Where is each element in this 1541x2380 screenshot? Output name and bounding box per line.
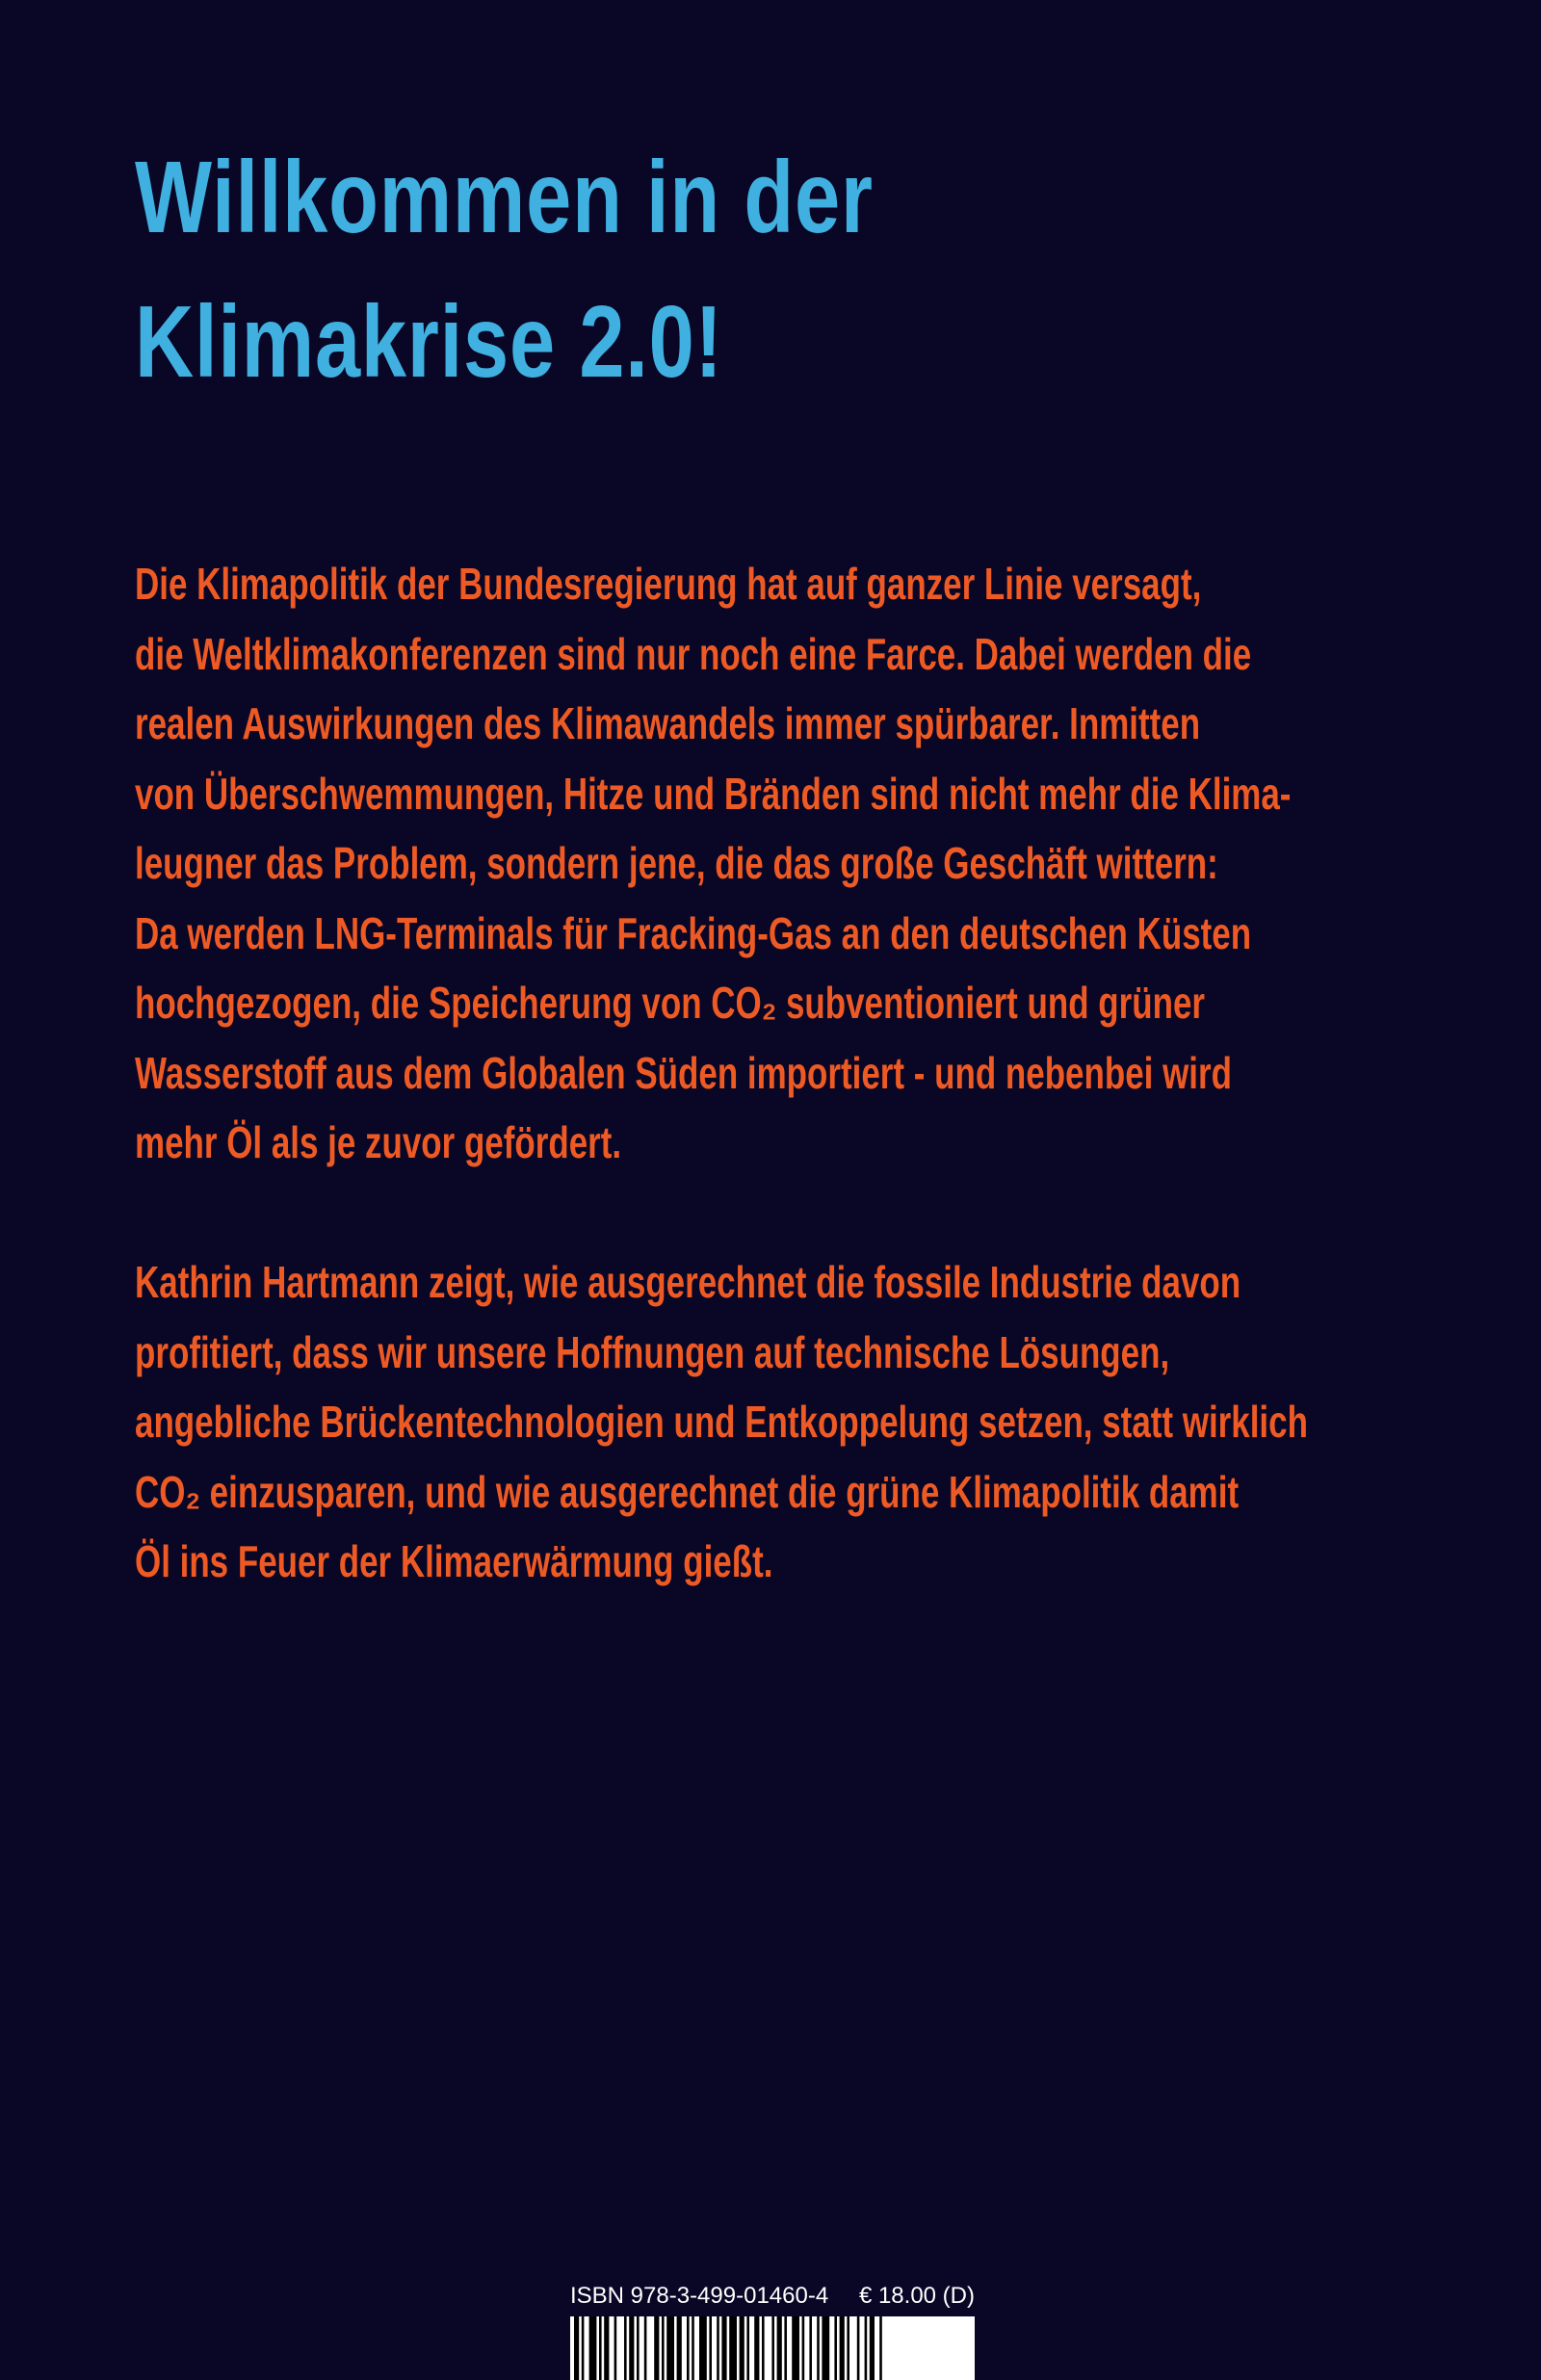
blurb-line: CO₂ einzusparen, und wie ausgerechnet die grüne Klimapolitik damit: [135, 1466, 1240, 1517]
barcode-bar: [666, 2316, 674, 2380]
barcode-bar: [802, 2316, 805, 2380]
barcode-bar: [754, 2316, 759, 2380]
barcode-bar: [840, 2316, 845, 2380]
barcode-bar: [582, 2316, 585, 2380]
barcode-bar: [879, 2316, 882, 2380]
blurb-line: realen Auswirkungen des Klimawandels immer spürbarer. Inmitten: [135, 698, 1201, 748]
barcode-bar: [817, 2316, 820, 2380]
barcode-bar: [629, 2316, 634, 2380]
blurb-line: Wasserstoff aus dem Globalen Süden importiert - und nebenbei wird: [135, 1047, 1232, 1098]
barcode-bar: [822, 2316, 829, 2380]
barcode-bar: [834, 2316, 837, 2380]
blurb-line: von Überschwemmungen, Hitze und Bränden sind nicht mehr die Klima-: [135, 768, 1292, 819]
barcode-bar: [717, 2316, 719, 2380]
barcode-bar: [746, 2316, 749, 2380]
blurb-line: Da werden LNG-Terminals für Fracking-Gas an den deutschen Küsten: [135, 907, 1252, 958]
barcode-bar: [870, 2316, 875, 2380]
barcode-bar: [740, 2316, 744, 2380]
headline-line-2: Klimakrise 2.0!: [135, 285, 723, 399]
barcode-bar: [809, 2316, 812, 2380]
barcode-bar: [729, 2316, 737, 2380]
barcode-bar: [865, 2316, 868, 2380]
blurb-line: Kathrin Hartmann zeigt, wie ausgerechnet die fossile Industrie davon: [135, 1257, 1241, 1307]
blurb-paragraph-2: [135, 1247, 1379, 1597]
barcode-bar: [604, 2316, 609, 2380]
barcode-bar: [644, 2316, 647, 2380]
blurb-line: angebliche Brückentechnologien und Entkoppelung setzen, statt wirklich: [135, 1397, 1308, 1447]
barcode-bar: [599, 2316, 602, 2380]
barcode-bar: [792, 2316, 799, 2380]
barcode-graphic: [570, 2316, 975, 2380]
headline: [135, 125, 1136, 414]
barcode-bar: [784, 2316, 787, 2380]
price-label: € 18.00 (D): [858, 2283, 975, 2309]
isbn-number: ISBN 978-3-499-01460-4: [570, 2283, 829, 2309]
barcode-bar: [692, 2316, 694, 2380]
blurb-paragraph-1: [135, 549, 1379, 1178]
barcode-bar: [709, 2316, 712, 2380]
barcode-bar: [614, 2316, 617, 2380]
barcode-bar: [721, 2316, 726, 2380]
blurb-line: profitiert, dass wir unsere Hoffnungen auf technische Lösungen,: [135, 1326, 1170, 1377]
barcode-bar: [637, 2316, 640, 2380]
barcode-bar: [662, 2316, 665, 2380]
barcode-bar: [677, 2316, 682, 2380]
headline-line-1: Willkommen in der: [135, 141, 874, 254]
barcode-bar: [857, 2316, 860, 2380]
isbn-price-row: [570, 2283, 975, 2310]
barcode-bar: [654, 2316, 659, 2380]
blurb-line: die Weltklimakonferenzen sind nur noch eine Farce. Dabei werden die: [135, 628, 1252, 679]
barcode-bar: [574, 2316, 579, 2380]
barcode-bar: [847, 2316, 849, 2380]
barcode-bar: [699, 2316, 707, 2380]
barcode-bar: [624, 2316, 627, 2380]
barcode: [570, 2316, 975, 2380]
blurb-line: hochgezogen, die Speicherung von CO₂ subventioniert und grüner: [135, 978, 1206, 1028]
barcode-bar: [771, 2316, 774, 2380]
barcode-bar: [762, 2316, 765, 2380]
barcode-bar: [777, 2316, 782, 2380]
barcode-bar: [687, 2316, 690, 2380]
blurb-line: Die Klimapolitik der Bundesregierung hat auf ganzer Linie versagt,: [135, 559, 1202, 609]
blurb-line: leugner das Problem, sondern jene, die das große Geschäft wittern:: [135, 838, 1218, 888]
blurb-line: mehr Öl als je zuvor gefördert.: [135, 1117, 622, 1167]
blurb-line: Öl ins Feuer der Klimaerwärmung gießt.: [135, 1536, 773, 1586]
barcode-bar: [589, 2316, 597, 2380]
